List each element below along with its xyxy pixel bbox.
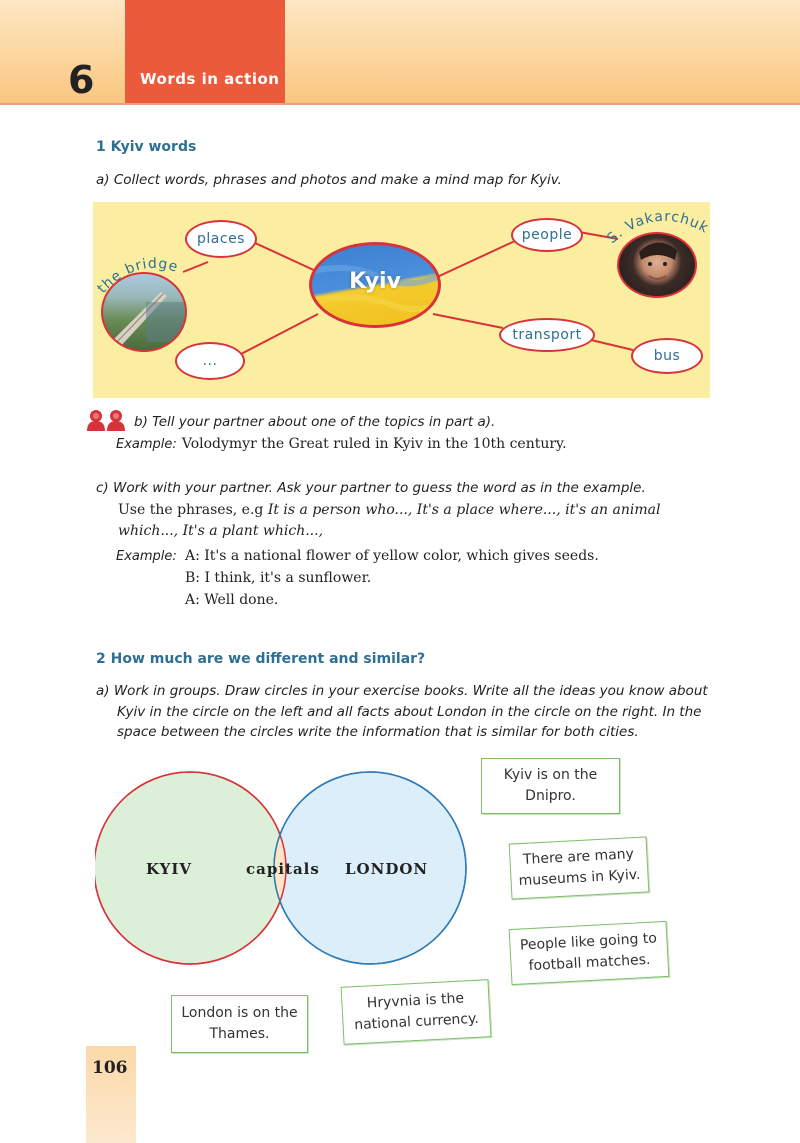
places-bubble: places [185, 220, 257, 258]
chapter-number: 6 [68, 58, 95, 102]
c-phrases-line2: which..., It's a plant which..., [118, 523, 324, 539]
mind-map [93, 202, 710, 398]
kyiv-center-bubble [309, 242, 441, 328]
c-example-b: B: I think, it's a sunflower. [185, 570, 372, 586]
venn-kyiv-label: KYIV [146, 860, 192, 878]
c-use-prefix: Use the phrases, e.g [118, 502, 264, 518]
note-dnipro-text: Kyiv is on the Dnipro. [503, 767, 598, 804]
note-hryvnia [341, 979, 492, 1045]
vakarchuk-curved-label [598, 202, 718, 252]
pair-work-icon [86, 409, 132, 431]
header-band [0, 0, 800, 103]
section2-a-line1: a) Work in groups. Draw circles in your exercise books. Write all the ideas you know about [96, 683, 708, 699]
page-number: 106 [92, 1058, 128, 1078]
note-football-text: People like going to football matches. [519, 930, 658, 975]
c-example-label: Example: [116, 549, 177, 564]
transport-bubble: transport [499, 318, 595, 352]
section1-a-instruction: a) Collect words, phrases and photos and make a mind map for Kyiv. [96, 172, 562, 188]
c-example-a1: A: It's a national flower of yellow color, which gives seeds. [185, 548, 599, 564]
b-example-text: Volodymyr the Great ruled in Kyiv in the 10th century. [181, 436, 567, 452]
section2-title: 2 How much are we different and similar? [96, 651, 426, 667]
svg-text:S. Vakarchuk [604, 209, 711, 247]
note-dnipro [481, 758, 620, 814]
svg-text:the bridge [94, 256, 180, 297]
header-divider [0, 103, 800, 105]
section1-b-instruction: b) Tell your partner about one of the topics in part a). [134, 414, 496, 430]
the-bridge-curved-label [93, 242, 213, 302]
section1-c-instruction: c) Work with your partner. Ask your partner to guess the word as in the example. [96, 480, 646, 496]
section1-title: 1 Kyiv words [96, 139, 197, 155]
people-bubble: people [511, 218, 583, 252]
section1-c-phrases [118, 500, 698, 542]
b-example-label: Example: [116, 437, 177, 452]
bus-bubble: bus [631, 338, 703, 374]
ellipsis-bubble: ... [175, 342, 245, 380]
section2-a-line2: Kyiv in the circle on the left and all facts about London in the circle on the right. In the [117, 704, 702, 720]
the-bridge-label: the bridge [94, 255, 181, 297]
venn-capitals-label: capitals [246, 860, 320, 878]
note-museums-text: There are many museums in Kyiv. [518, 846, 641, 890]
vakarchuk-label: S. Vakarchuk [604, 208, 712, 247]
kyiv-center-label: Kyiv [349, 269, 401, 294]
section1-b-example [116, 433, 567, 455]
section2-a-line3: space between the circles write the information that is similar for both cities. [117, 724, 639, 740]
note-thames [171, 995, 308, 1053]
note-football [509, 921, 670, 985]
chapter-title: Words in action [140, 70, 280, 88]
note-hryvnia-text: Hryvnia is the national currency. [353, 990, 480, 1034]
note-museums [509, 836, 650, 899]
venn-london-label: LONDON [345, 860, 429, 878]
c-example-a2: A: Well done. [185, 592, 279, 608]
note-thames-text: London is on the Thames. [181, 1005, 298, 1042]
c-phrases-line1: It is a person who..., It's a place where..., it's an animal [267, 502, 661, 518]
